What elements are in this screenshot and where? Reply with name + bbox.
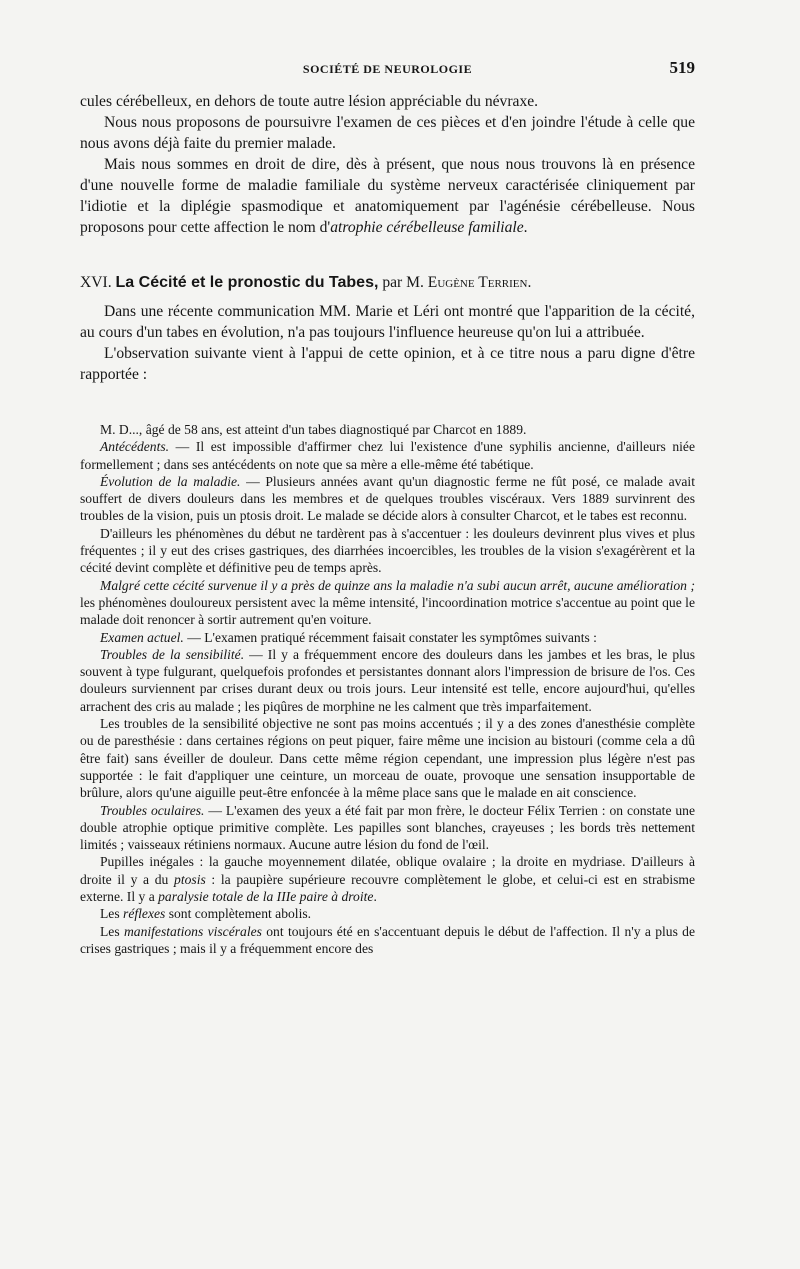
intro-paragraph-3-end: . (523, 219, 528, 236)
obs-examen-label: Examen actuel. (100, 629, 184, 645)
obs-visceral (80, 923, 695, 958)
obs-phenomena: D'ailleurs les phénomènes du début ne tardèrent pas à s'accentuer : les douleurs devinrent plus vives et plus fréquentes ; il y eut des crises gastriques, des diarrhées incoercibles, les troubles de la vision s'exagérèrent et la cécité devint complète et définitive peu de temps après. (80, 525, 695, 576)
page-number: 519 (669, 58, 695, 77)
obs-oculaires-text: — L'examen des yeux a été fait par mon frère, le docteur Félix Terrien : on constate une double atrophie optique primitive complète. Les papilles sont blanches, crayeuses ; les bords très nettement limités ; vaisseaux rétiniens normaux. Aucune autre lésion du fond de l'œil. (80, 802, 695, 853)
section-heading (80, 272, 695, 293)
body-paragraph-2: L'observation suivante vient à l'appui de cette opinion, et à ce titre nous a paru digne d'être rapportée : (80, 345, 695, 383)
obs-objective: Les troubles de la sensibilité objective ne sont pas moins accentués ; il y a des zones d'anesthésie complète ou de paresthésie : dans certaines régions on peut piquer, faire même une incision au bistouri (comme cela a dû être fait) sans éveiller de douleur. Dans cette même région cependant, une impression plus légère n'est pas supportée : le fait d'appliquer une ceinture, un morceau de ouate, provoque une sensation insupportable de brûlure, alors qu'une aiguille peut-être enfoncée à la même place sans que le malade en ait conscience. (80, 716, 695, 801)
obs-evolution (80, 473, 695, 525)
obs-evolution-text: — Plusieurs années avant qu'un diagnostic ferme ne fût posé, ce malade avait souffert de divers douleurs dans les membres et de quelques troubles viscéraux. Vers 1889 survinrent des troubles de la vision, puis un ptosis droit. Le malade se décide alors à consulter Charcot, et le tabes est reconnu. (80, 473, 695, 524)
obs-sensibilite-text: — Il y a fréquemment encore des douleurs dans les jambes et les bras, le plus souvent à type fulgurant, quelquefois profondes et persistantes donnant alors l'impression de brisure de l'os. Ces douleurs surviennent par crises durant deux ou trois jours. Leur intensité est telle, encore aujourd'hui, qu'elles arrachent des cris au malade ; les piqûres de morphine ne les calment que très imparfaitement. (80, 646, 695, 714)
intro-paragraph-2: Nous nous proposons de poursuivre l'examen de ces pièces et d'en joindre l'étude à celle que nous avons déjà faite du premier malade. (80, 114, 695, 152)
body-paragraph-1: Dans une récente communication MM. Marie et Léri ont montré que l'apparition de la cécité, au cours d'un tabes en évolution, n'a pas toujours l'influence heureuse qu'on lui a attribuée. (80, 303, 695, 341)
obs-visceral-c: ont toujours été en s'accentuant depuis le début de l'affection. Il n'y a plus de crises gastriques ; mais il y a fréquemment encore des (80, 923, 695, 956)
intro-block (80, 91, 695, 238)
obs-reflexes-b: réflexes (123, 906, 166, 922)
intro-paragraph-1: cules cérébelleux, en dehors de toute autre lésion appréciable du névraxe. (80, 93, 539, 110)
obs-sensibilite (80, 646, 695, 715)
obs-oculaires (80, 802, 695, 854)
obs-pupilles (80, 853, 695, 905)
obs-pupilles-paralysie: paralysie totale de la IIIe paire à droite (158, 889, 374, 905)
obs-cecite-label: Malgré cette cécité survenue il y a près de quinze ans la maladie n'a subi aucun arrêt, aucune amélioration ; (100, 577, 695, 593)
obs-patient: M. D..., âgé de 58 ans, est atteint d'un tabes diagnostiqué par Charcot en 1889. (100, 422, 527, 437)
obs-pupilles-a: Pupilles inégales : la gauche moyennement dilatée, oblique ovalaire ; la droite en mydriase. D'ailleurs à droite il y a du (80, 854, 695, 887)
observation-block (80, 421, 695, 957)
obs-antecedents-label: Antécédents. (100, 439, 170, 455)
section-title: La Cécité et le pronostic du Tabes, (115, 274, 379, 291)
obs-evolution-label: Évolution de la maladie. (100, 473, 241, 489)
obs-oculaires-label: Troubles oculaires. (100, 802, 205, 818)
obs-pupilles-ptosis: ptosis (174, 871, 206, 887)
obs-visceral-a: Les (100, 923, 124, 939)
obs-sensibilite-label: Troubles de la sensibilité. (100, 646, 245, 662)
section-author: Eugène Terrien. (427, 274, 532, 291)
intro-paragraph-3 (80, 154, 695, 238)
body-block (80, 301, 695, 385)
obs-antecedents (80, 438, 695, 473)
obs-pupilles-c: : la paupière supérieure recouvre complètement le globe, et celui-ci est en strabisme externe. Il y a (80, 871, 695, 905)
obs-antecedents-text: — Il est impossible d'affirmer chez lui l'existence d'une syphilis ancienne, d'ailleurs niée formellement ; dans ses antécédents on note que sa mère a elle-même été tabétique. (80, 439, 695, 472)
obs-pupilles-e: . (373, 889, 377, 905)
obs-cecite (80, 577, 695, 629)
page-header (80, 58, 695, 80)
obs-visceral-b: manifestations viscérales (123, 923, 262, 939)
obs-examen (80, 629, 695, 646)
obs-reflexes-c: sont complètement abolis. (165, 906, 312, 922)
section-by: par M. (382, 274, 424, 291)
intro-paragraph-3-text: Mais nous sommes en droit de dire, dès à présent, que nous nous trouvons là en présence d'une nouvelle forme de maladie familiale du système nerveux caractérisée cliniquement par l'idiotie et la diplégie spasmodique et anatomiquement par l'agénésie cérébelleuse. Nous proposons pour cette affection le nom d' (80, 156, 695, 236)
disease-name: atrophie cérébelleuse familiale (330, 219, 524, 236)
section-number: XVI. (80, 274, 112, 291)
obs-reflexes (80, 905, 695, 922)
obs-examen-text: — L'examen pratiqué récemment faisait constater les symptômes suivants : (183, 629, 597, 645)
obs-reflexes-a: Les (100, 906, 124, 922)
running-head: SOCIÉTÉ DE NEUROLOGIE (302, 62, 473, 76)
obs-cecite-text: les phénomènes douloureux persistent avec la même intensité, l'incoordination motrice s'accentue au point que le malade doit renoncer à sortir autrement qu'en voiture. (80, 594, 695, 628)
